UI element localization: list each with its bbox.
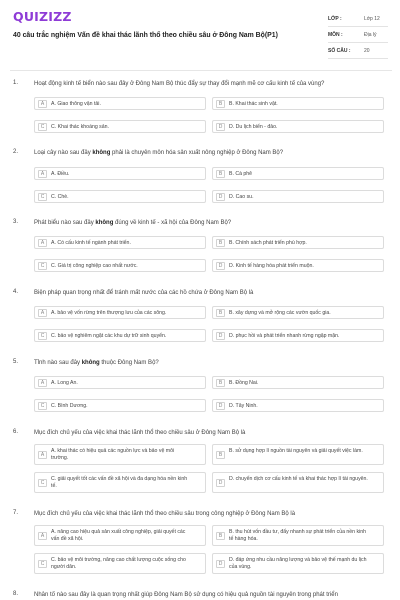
option-text: A. nâng cao hiệu quả sản xuất công nghiệp, giải quyết các vấn đề xã hội. <box>51 529 186 542</box>
option-c[interactable] <box>34 190 206 203</box>
option-text: D. Tây Ninh. <box>229 403 258 409</box>
option-text: A. Long An. <box>51 380 78 386</box>
option-b[interactable] <box>212 444 384 465</box>
option-letter-badge: B <box>216 379 225 387</box>
option-b[interactable] <box>212 97 384 110</box>
option-text: B. thu hút vốn đầu tư, đẩy nhanh sự phát triển của nền kinh tế hàng hóa. <box>229 529 367 542</box>
option-text: D. Cao su. <box>229 194 254 200</box>
option-letter-badge: B <box>216 170 225 178</box>
worksheet-meta <box>328 11 388 59</box>
option-d[interactable] <box>212 399 384 412</box>
question-text: Phát biểu nào sau đây không đúng về kinh tế - xã hội của Đông Nam Bộ? <box>34 220 232 226</box>
option-d[interactable] <box>212 329 384 342</box>
option-c[interactable] <box>34 329 206 342</box>
option-letter-badge: A <box>38 309 47 317</box>
meta-value: Địa lý <box>364 32 377 38</box>
option-text: B. Khai thác sinh vật. <box>229 101 278 107</box>
meta-key: LỚP : <box>328 16 342 22</box>
option-text: B. xây dựng và mở rộng các vườn quốc gia. <box>229 310 331 316</box>
option-letter-badge: C <box>38 193 47 201</box>
question-number: 1. <box>13 80 19 86</box>
option-letter-badge: B <box>216 239 225 247</box>
question-number: 6. <box>13 429 19 435</box>
worksheet-title: 40 câu trắc nghiệm Vấn đề khai thác lãnh thổ theo chiều sâu ở Đông Nam Bộ(P1) <box>13 32 278 39</box>
option-letter-badge: A <box>38 532 47 540</box>
question-text: Biện pháp quan trọng nhất để tránh mất nước của các hồ chứa ở Đông Nam Bộ là <box>34 290 254 296</box>
option-letter-badge: C <box>38 402 47 410</box>
meta-row-subject <box>328 27 388 43</box>
option-letter-badge: C <box>38 479 47 487</box>
option-text: D. Du lịch biển - đảo. <box>229 124 278 130</box>
option-text: D. phục hồi và phát triển nhanh rừng ngập mặn. <box>229 333 340 339</box>
option-b[interactable] <box>212 376 384 389</box>
option-d[interactable] <box>212 553 384 574</box>
option-letter-badge: C <box>38 332 47 340</box>
option-text: A. Có cấu kinh tế ngành phát triển. <box>51 240 131 246</box>
option-letter-badge: C <box>38 262 47 270</box>
meta-row-count <box>328 43 388 59</box>
option-text: B. Chính sách phát triển phù hợp. <box>229 240 307 246</box>
option-a[interactable] <box>34 306 206 319</box>
option-text: C. Chè. <box>51 194 69 200</box>
meta-value: Lớp 12 <box>364 16 380 22</box>
option-text: A. Giao thông vận tải. <box>51 101 101 107</box>
option-a[interactable] <box>34 525 206 546</box>
option-letter-badge: A <box>38 239 47 247</box>
option-a[interactable] <box>34 236 206 249</box>
question-number: 3. <box>13 219 19 225</box>
option-c[interactable] <box>34 120 206 133</box>
meta-value: 20 <box>364 48 370 54</box>
option-letter-badge: B <box>216 100 225 108</box>
option-d[interactable] <box>212 259 384 272</box>
question-number: 4. <box>13 289 19 295</box>
option-a[interactable] <box>34 444 206 465</box>
option-d[interactable] <box>212 190 384 203</box>
question-text: Mục đích chủ yếu của việc khai thác lãnh thổ theo chiều sâu trong công nghiệp ở Đông Nam Bộ là <box>34 511 296 517</box>
header-divider <box>10 70 392 71</box>
option-letter-badge: D <box>216 560 225 568</box>
quizizz-logo: QUIZIZZ <box>13 9 72 24</box>
option-text: A. bảo vệ vốn rừng trên thượng lưu của các sông. <box>51 310 167 316</box>
option-c[interactable] <box>34 259 206 272</box>
option-letter-badge: A <box>38 100 47 108</box>
worksheet-header <box>0 0 400 68</box>
option-c[interactable] <box>34 399 206 412</box>
option-letter-badge: D <box>216 123 225 131</box>
option-text: C. Bình Dương. <box>51 403 88 409</box>
option-text: D. chuyển dịch cơ cấu kinh tế và khai thác hợp lí tài nguyên. <box>229 476 368 482</box>
option-c[interactable] <box>34 472 206 493</box>
question-text: Hoạt động kinh tế biển nào sau đây ở Đông Nam Bộ thúc đẩy sự thay đổi mạnh mẽ cơ cấu kinh tế của vùng? <box>34 81 325 87</box>
option-text: C. bảo vệ môi trường, nâng cao chất lượng cuộc sống cho người dân. <box>51 557 186 570</box>
question-text: Loại cây nào sau đây không phải là chuyên môn hóa sản xuất nông nghiệp ở Đông Nam Bộ? <box>34 150 284 156</box>
option-text: A. Điều. <box>51 171 70 177</box>
option-text: C. Khai thác khoáng sản. <box>51 124 109 130</box>
question-text: Nhân tố nào sau đây là quan trọng nhất giúp Đông Nam Bộ sử dụng có hiệu quả nguồn tài nguyên trong phát triển <box>34 592 338 598</box>
option-a[interactable] <box>34 97 206 110</box>
option-letter-badge: B <box>216 309 225 317</box>
option-letter-badge: C <box>38 123 47 131</box>
option-letter-badge: B <box>216 532 225 540</box>
option-text: A. khai thác có hiệu quả các nguồn lực và bảo vệ môi trường. <box>51 448 175 461</box>
option-text: D. đáp ứng nhu cầu năng lượng và bảo vệ thế mạnh du lịch của vùng. <box>229 557 367 570</box>
option-text: B. Cà phê <box>229 171 253 177</box>
meta-row-grade <box>328 11 388 27</box>
option-letter-badge: D <box>216 262 225 270</box>
option-letter-badge: C <box>38 560 47 568</box>
question-number: 2. <box>13 149 19 155</box>
option-text: C. Giá trị công nghiệp cao nhất nước. <box>51 263 138 269</box>
meta-key: SỐ CÂU : <box>328 48 351 54</box>
option-b[interactable] <box>212 525 384 546</box>
option-letter-badge: D <box>216 479 225 487</box>
option-text: B. sử dụng hợp lí nguồn tài nguyên và giải quyết việc làm. <box>229 448 363 454</box>
option-text: B. Đồng Nai. <box>229 380 259 386</box>
question-number: 5. <box>13 359 19 365</box>
option-d[interactable] <box>212 472 384 493</box>
option-b[interactable] <box>212 167 384 180</box>
question-number: 7. <box>13 510 19 516</box>
option-a[interactable] <box>34 376 206 389</box>
option-letter-badge: B <box>216 451 225 459</box>
option-c[interactable] <box>34 553 206 574</box>
option-d[interactable] <box>212 120 384 133</box>
option-letter-badge: D <box>216 332 225 340</box>
option-letter-badge: A <box>38 379 47 387</box>
option-letter-badge: D <box>216 402 225 410</box>
option-a[interactable] <box>34 167 206 180</box>
option-b[interactable] <box>212 306 384 319</box>
question-text: Tỉnh nào sau đây không thuộc Đông Nam Bộ? <box>34 360 159 366</box>
meta-key: MÔN : <box>328 32 343 38</box>
option-text: C. bảo vệ nghiêm ngặt các khu dự trữ sinh quyển. <box>51 333 167 339</box>
option-letter-badge: D <box>216 193 225 201</box>
option-text: C. giải quyết tốt các vấn đề xã hội và đa dạng hóa nền kinh tế. <box>51 476 188 489</box>
option-b[interactable] <box>212 236 384 249</box>
option-text: D. Kinh tế hàng hóa phát triển muộn. <box>229 263 314 269</box>
option-letter-badge: A <box>38 451 47 459</box>
question-number: 8. <box>13 591 19 597</box>
option-letter-badge: A <box>38 170 47 178</box>
question-text: Mục đích chủ yếu của việc khai thác lãnh thổ theo chiều sâu ở Đông Nam Bộ là <box>34 430 246 436</box>
